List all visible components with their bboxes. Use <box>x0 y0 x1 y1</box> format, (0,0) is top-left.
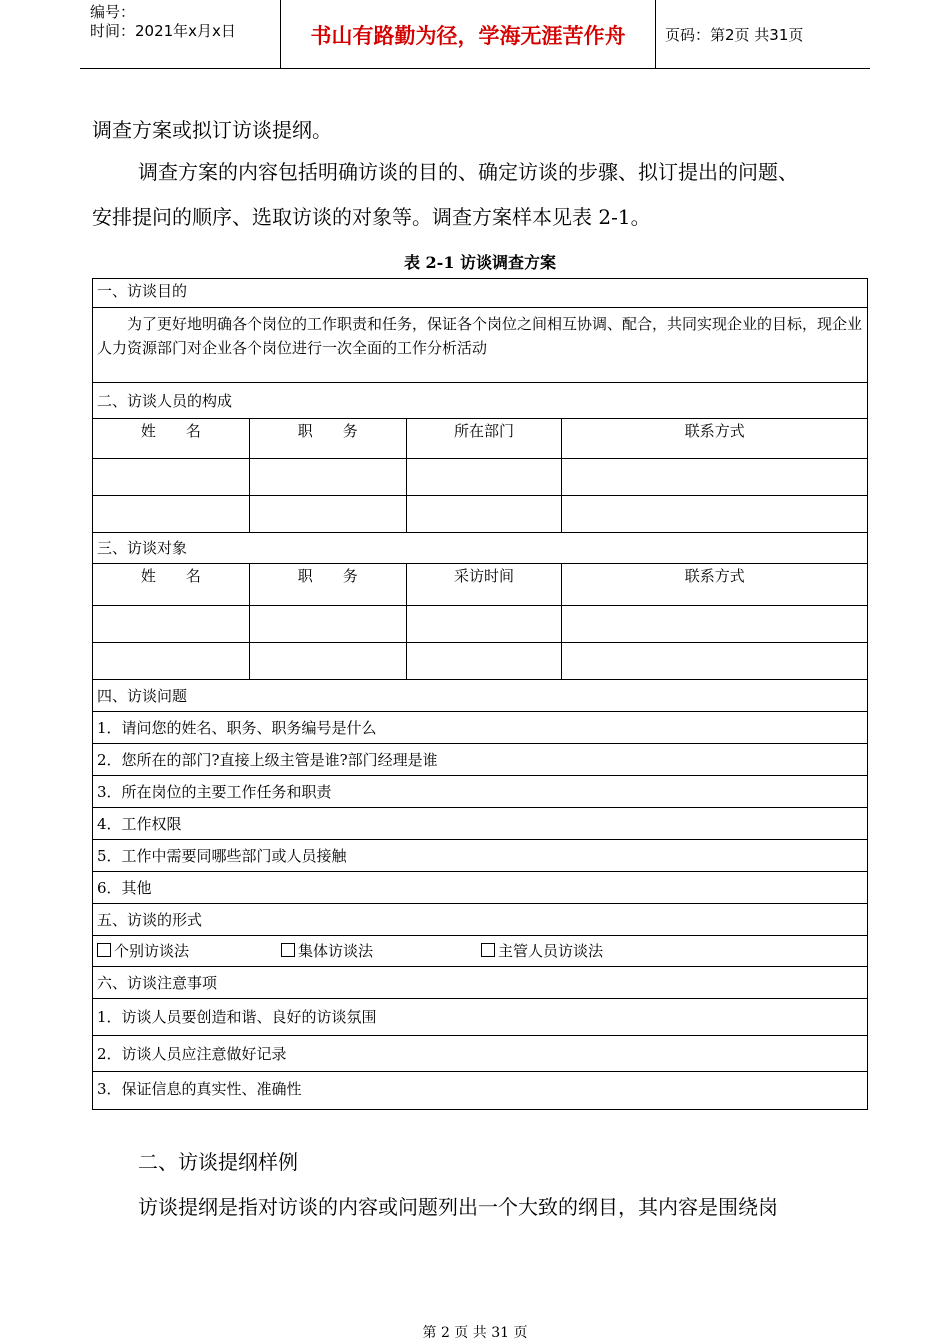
column-header: 联系方式 <box>562 564 868 606</box>
header-divider <box>655 0 656 68</box>
empty-cell <box>562 459 868 496</box>
checkbox-icon <box>281 943 295 957</box>
empty-cell <box>249 643 406 680</box>
section-title: 五、访谈的形式 <box>93 904 868 936</box>
empty-cell <box>406 643 562 680</box>
column-header: 职 务 <box>249 564 406 606</box>
empty-cell <box>562 643 868 680</box>
empty-cell <box>93 643 250 680</box>
column-header: 姓 名 <box>93 419 250 459</box>
note-item: 1．访谈人员要创造和谐、良好的访谈氛围 <box>93 999 868 1036</box>
section-body: 为了更好地明确各个岗位的工作职责和任务，保证各个岗位之间相互协调、配合，共同实现企业的目标，现企业人力资源部门对企业各个岗位进行一次全面的工作分析活动 <box>93 308 868 383</box>
form-option <box>281 940 481 962</box>
intro-line: 调查方案或拟订访谈提纲。 <box>92 118 332 142</box>
header-motto: 书山有路勤为径，学海无涯苦作舟 <box>310 24 626 48</box>
column-header: 姓 名 <box>93 564 250 606</box>
form-option-label: 主管人员访谈法 <box>498 942 604 960</box>
empty-cell <box>93 496 250 533</box>
form-option <box>97 940 281 962</box>
number-label: 编号： <box>90 3 136 21</box>
column-header: 采访时间 <box>406 564 562 606</box>
empty-cell <box>249 459 406 496</box>
form-option-label: 个别访谈法 <box>114 942 190 960</box>
empty-cell <box>406 606 562 643</box>
section-heading: 二、访谈提纲样例 <box>138 1150 298 1174</box>
interview-form-options <box>93 936 868 967</box>
checkbox-icon <box>481 943 495 957</box>
section-title: 二、访谈人员的构成 <box>93 383 868 419</box>
note-item: 3．保证信息的真实性、准确性 <box>93 1072 868 1110</box>
header-meta <box>90 3 236 41</box>
section-title: 一、访谈目的 <box>93 279 868 308</box>
intro-line: 调查方案的内容包括明确访谈的目的、确定访谈的步骤、拟订提出的问题、 <box>138 160 798 184</box>
section-title: 六、访谈注意事项 <box>93 967 868 999</box>
section-title: 三、访谈对象 <box>93 533 868 564</box>
question-item: 4．工作权限 <box>93 808 868 840</box>
section-title: 四、访谈问题 <box>93 680 868 712</box>
note-item: 2．访谈人员应注意做好记录 <box>93 1036 868 1072</box>
question-item: 6．其他 <box>93 872 868 904</box>
empty-cell <box>249 606 406 643</box>
empty-cell <box>562 496 868 533</box>
time-label: 时间：2021年x月x日 <box>90 22 236 40</box>
empty-cell <box>406 459 562 496</box>
page-footer: 第 2 页 共 31 页 <box>422 1325 528 1341</box>
empty-cell <box>249 496 406 533</box>
column-header: 联系方式 <box>562 419 868 459</box>
empty-cell <box>406 496 562 533</box>
page-header <box>80 0 870 69</box>
header-page-number: 页码：第2页 共31页 <box>665 26 804 44</box>
question-item: 1．请问您的姓名、职务、职务编号是什么 <box>93 712 868 744</box>
empty-cell <box>93 459 250 496</box>
intro-line: 安排提问的顺序、选取访谈的对象等。调查方案样本见表 2-1。 <box>92 205 651 229</box>
empty-cell <box>93 606 250 643</box>
question-item: 3．所在岗位的主要工作任务和职责 <box>93 776 868 808</box>
form-option-label: 集体访谈法 <box>298 942 374 960</box>
column-header: 职 务 <box>249 419 406 459</box>
table-caption: 表 2-1 访谈调查方案 <box>403 253 557 272</box>
checkbox-icon <box>97 943 111 957</box>
column-header: 所在部门 <box>406 419 562 459</box>
empty-cell <box>562 606 868 643</box>
body-line: 访谈提纲是指对访谈的内容或问题列出一个大致的纲目，其内容是围绕岗 <box>138 1195 778 1219</box>
interview-plan-table <box>92 278 868 1110</box>
form-option <box>481 940 603 962</box>
question-item: 2．您所在的部门?直接上级主管是谁?部门经理是谁 <box>93 744 868 776</box>
question-item: 5．工作中需要同哪些部门或人员接触 <box>93 840 868 872</box>
